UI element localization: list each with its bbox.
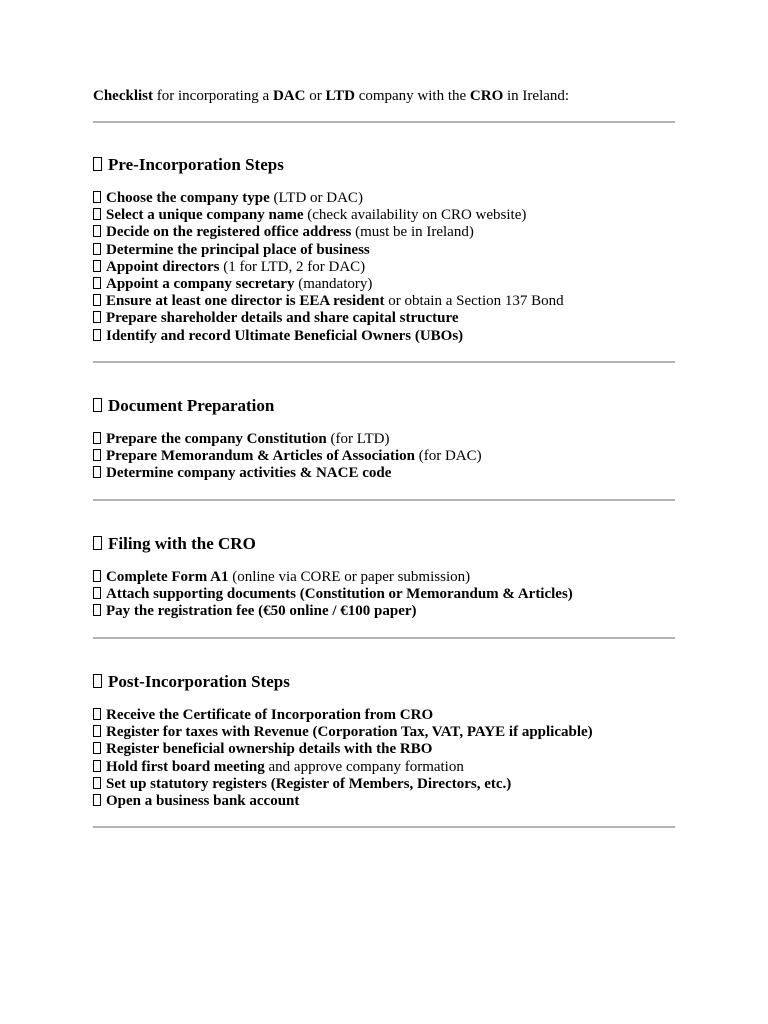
missing-glyph-icon <box>93 604 101 616</box>
item-text: (1 for LTD, 2 for DAC) <box>219 258 366 275</box>
item-text: or obtain a Section 137 Bond <box>384 293 564 310</box>
section-heading-text: Filing with the CRO <box>108 534 256 553</box>
missing-glyph-icon <box>93 311 101 323</box>
missing-glyph-icon <box>93 225 101 237</box>
section-heading-document-preparation <box>93 396 274 416</box>
missing-glyph-icon <box>93 760 101 772</box>
intro-term-ltd: LTD <box>325 88 355 104</box>
missing-glyph-icon <box>93 277 101 289</box>
item-bold-text: Select a unique company name <box>106 207 304 224</box>
section-heading-pre-incorporation <box>93 155 284 175</box>
item-text: (for DAC) <box>414 448 482 465</box>
list-item <box>93 276 564 293</box>
list-item <box>93 293 564 310</box>
missing-glyph-icon <box>93 243 101 255</box>
item-text: and approve company formation <box>264 758 464 775</box>
list-item <box>93 465 482 482</box>
item-bold-text: Prepare the company Constitution <box>106 431 327 447</box>
item-bold-text: Register for taxes with Revenue (Corporation Tax, VAT, PAYE if applicable) <box>106 724 593 741</box>
intro-text: for incorporating a <box>153 88 273 104</box>
missing-glyph-icon <box>93 570 101 582</box>
intro-term-checklist: Checklist <box>93 88 153 104</box>
intro-paragraph <box>93 87 569 105</box>
item-bold-text: Determine company activities & NACE code <box>106 465 392 482</box>
missing-glyph-icon <box>93 708 101 720</box>
item-bold-text: Identify and record Ultimate Beneficial Owners (UBOs) <box>106 327 464 344</box>
missing-glyph-icon <box>93 191 101 203</box>
list-item <box>93 759 593 776</box>
list-item <box>93 793 593 810</box>
missing-glyph-icon <box>93 157 102 171</box>
item-bold-text: Determine the principal place of business <box>106 241 370 258</box>
item-text: (must be in Ireland) <box>351 224 474 241</box>
item-bold-text: Ensure at least one director is EEA resident <box>106 293 385 310</box>
item-bold-text: Hold first board meeting <box>106 758 265 775</box>
item-bold-text: Register beneficial ownership details with the RBO <box>106 741 433 758</box>
item-text: (online via CORE or paper submission) <box>228 569 471 585</box>
section-heading-text: Pre-Incorporation Steps <box>108 155 284 174</box>
list-item <box>93 328 564 345</box>
item-text: (check availability on CRO website) <box>303 207 527 224</box>
intro-text: company with the <box>354 88 470 104</box>
list-item <box>93 776 593 793</box>
intro-term-dac: DAC <box>272 88 306 104</box>
missing-glyph-icon <box>93 536 102 550</box>
item-bold-text: Receive the Certificate of Incorporation from CRO <box>106 707 434 723</box>
item-text: (for LTD) <box>326 431 390 447</box>
item-bold-text: Appoint directors <box>106 258 220 275</box>
list-item <box>93 224 564 241</box>
item-bold-text: Attach supporting documents (Constitution or Memorandum & Articles) <box>106 586 573 603</box>
list-item <box>93 707 593 724</box>
list-item <box>93 259 564 276</box>
list-item <box>93 741 593 758</box>
missing-glyph-icon <box>93 432 101 444</box>
divider <box>93 499 675 501</box>
checklist-pre-incorporation <box>93 190 564 345</box>
item-bold-text: Set up statutory registers (Register of Members, Directors, etc.) <box>106 775 512 792</box>
item-text: (mandatory) <box>294 275 373 292</box>
missing-glyph-icon <box>93 466 101 478</box>
divider <box>93 361 675 363</box>
item-bold-text: Appoint a company secretary <box>106 275 295 292</box>
divider <box>93 826 675 828</box>
section-heading-text: Post-Incorporation Steps <box>108 672 290 691</box>
checklist-document-preparation <box>93 431 482 483</box>
intro-term-cro: CRO <box>469 88 504 104</box>
divider <box>93 637 675 639</box>
missing-glyph-icon <box>93 725 101 737</box>
item-bold-text: Choose the company type <box>106 190 270 206</box>
section-heading-filing-with-cro <box>93 534 256 554</box>
list-item <box>93 603 573 620</box>
divider <box>93 121 675 123</box>
list-item <box>93 431 482 448</box>
missing-glyph-icon <box>93 398 102 412</box>
list-item <box>93 586 573 603</box>
missing-glyph-icon <box>93 674 102 688</box>
list-item <box>93 724 593 741</box>
list-item <box>93 448 482 465</box>
missing-glyph-icon <box>93 294 101 306</box>
item-bold-text: Pay the registration fee (€50 online / €100 paper) <box>106 603 417 620</box>
list-item <box>93 569 573 586</box>
missing-glyph-icon <box>93 742 101 754</box>
list-item <box>93 207 564 224</box>
list-item <box>93 310 564 327</box>
list-item <box>93 242 564 259</box>
item-bold-text: Prepare Memorandum & Articles of Association <box>106 448 415 465</box>
missing-glyph-icon <box>93 777 101 789</box>
item-bold-text: Decide on the registered office address <box>106 224 352 241</box>
section-heading-post-incorporation <box>93 672 290 692</box>
item-bold-text: Open a business bank account <box>106 792 300 809</box>
missing-glyph-icon <box>93 260 101 272</box>
item-bold-text: Complete Form A1 <box>106 569 229 585</box>
missing-glyph-icon <box>93 208 101 220</box>
checklist-post-incorporation <box>93 707 593 810</box>
missing-glyph-icon <box>93 449 101 461</box>
missing-glyph-icon <box>93 794 101 806</box>
item-bold-text: Prepare shareholder details and share capital structure <box>106 310 459 327</box>
missing-glyph-icon <box>93 329 101 341</box>
list-item <box>93 190 564 207</box>
missing-glyph-icon <box>93 587 101 599</box>
checklist-filing-with-cro <box>93 569 573 621</box>
item-text: (LTD or DAC) <box>269 190 363 206</box>
intro-text: in Ireland: <box>503 88 570 104</box>
section-heading-text: Document Preparation <box>108 396 275 415</box>
intro-text: or <box>305 88 326 104</box>
